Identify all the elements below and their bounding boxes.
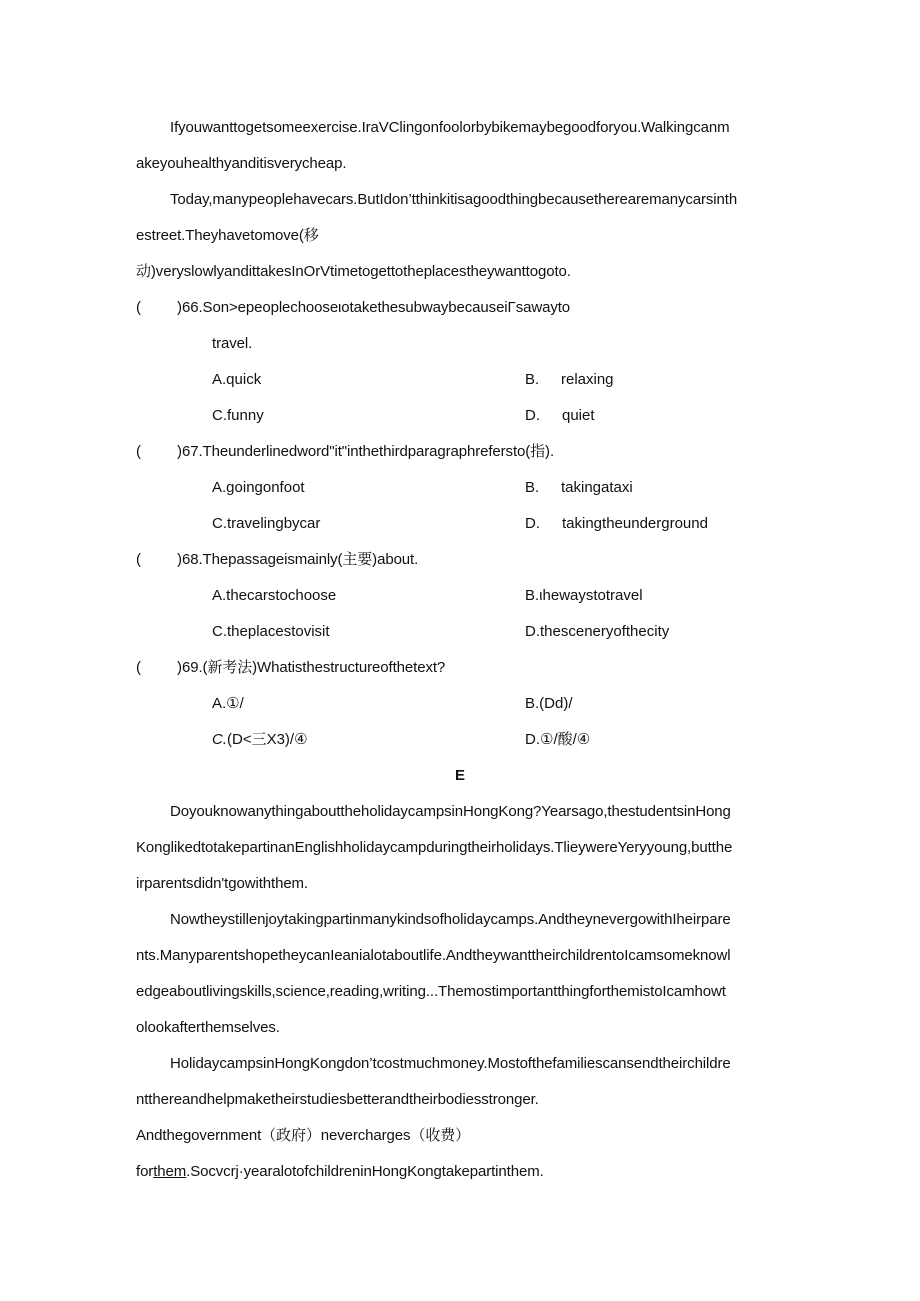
passage-d-p2-line1: Ifyouwanttogetsomeexercise.IraVClingonfoolorbybikemaybegoodforyou.Walkingcanm: [170, 119, 730, 136]
section-e-p1-line2: KonglikedtotakepartinanEnglishholidaycampduringtheirholidays.TlieywereYeryyoung,butthe: [136, 839, 733, 856]
section-e-p3-line1: HolidaycampsinHongKongdon’tcostmuchmoney.Mostofthefamiliescansendtheirchildre: [170, 1055, 731, 1072]
section-e-p1-line1: DoyouknowanythingabouttheholidaycampsinHongKong?Yearsago,thestudentsinHong: [170, 803, 731, 820]
section-e-p2-line1: Nowtheystillenjoytakingpartinmanykindsofholidaycamps.AndtheynevergowithIheirpare: [170, 911, 731, 928]
question-69-close-bracket: ): [177, 659, 182, 676]
question-67-option-c: C.travelingbycar: [212, 515, 321, 532]
question-66-option-b-label: B.: [525, 371, 540, 388]
section-e-p3-line4-end: .Socvcrj·yearalotofchildreninHongKongtakepartinthem.: [186, 1163, 544, 1180]
question-68-option-d: D.thesceneryofthecity: [525, 623, 670, 640]
passage-d-p3-line2: estreet.Theyhavetomove(移: [136, 227, 319, 244]
section-e-p2-line4: olookafterthemselves.: [136, 1019, 280, 1036]
passage-d-p3-line1: Today,manypeoplehavecars.ButIdon’tthinkitisagoodthingbecausetherearemanycarsinth: [170, 191, 738, 208]
question-69-option-b: B.(Dd)/: [525, 695, 573, 712]
question-67-open-bracket: (: [136, 443, 141, 460]
question-68-stem: 68.Thepassageismainly(主要)about.: [182, 551, 419, 568]
question-69-stem: 69.(新考法)Whatisthestructureofthetext?: [182, 659, 446, 676]
section-e-p3-line4: [136, 1162, 544, 1182]
question-66-option-d-label: D.: [525, 407, 540, 424]
question-67-option-d-label: D.: [525, 515, 540, 532]
section-e-p3-line2: ntthereandhelpmaketheirstudiesbetterandtheirbodiesstronger.: [136, 1091, 539, 1108]
question-69-option-c: [212, 730, 308, 750]
question-68-option-c: C.theplacestovisit: [212, 623, 330, 640]
question-69-option-a: A.①/: [212, 695, 244, 712]
question-68-close-bracket: ): [177, 551, 182, 568]
question-68-open-bracket: (: [136, 551, 141, 568]
question-66-close-bracket: ): [177, 299, 182, 316]
question-67-option-b-label: B.: [525, 479, 540, 496]
question-69-option-c-label: C.: [212, 731, 227, 748]
question-67-option-b: takingataxi: [561, 479, 633, 496]
question-67-close-bracket: ): [177, 443, 182, 460]
question-69-option-c-text: (D<三X3)/④: [227, 731, 308, 748]
question-67-option-a: A.goingonfoot: [212, 479, 305, 496]
question-69-open-bracket: (: [136, 659, 141, 676]
question-66-open-bracket: (: [136, 299, 141, 316]
passage-d-p2-line2: akeyouhealthyanditisverycheap.: [136, 155, 347, 172]
question-67-option-d: takingtheunderground: [562, 515, 708, 532]
question-66-option-b: relaxing: [561, 371, 614, 388]
underlined-word-them: them: [153, 1163, 187, 1180]
question-66-option-d: quiet: [562, 407, 595, 424]
section-e-heading: E: [455, 767, 465, 784]
question-67-stem: 67.Theunderlinedword"it"inthethirdparagraphrefersto(指).: [182, 443, 555, 460]
section-e-p2-line2: nts.ManyparentshopetheycanIeanialotaboutlife.AndtheywanttheirchildrentoIcamsomeknowl: [136, 947, 731, 964]
question-66-stem-cont: travel.: [212, 335, 253, 352]
question-68-option-b: B.ιhewaystotravel: [525, 587, 643, 604]
question-66-option-c: C.funny: [212, 407, 264, 424]
passage-d-p3-line3: 动)veryslowlyandittakesInOrVtimetogettotheplacestheywanttogoto.: [136, 263, 571, 280]
question-66-option-a: A.quick: [212, 371, 262, 388]
section-e-p1-line3: irparentsdidn'tgowiththem.: [136, 875, 309, 892]
section-e-p3-line4-start: for: [136, 1163, 154, 1180]
section-e-p2-line3: edgeaboutlivingskills,science,reading,writing...ThemostimportantthingforthemistoIcamhowt: [136, 983, 726, 1000]
question-66-stem: 66.Son>epeoplechooseιotakethesubwaybecauseiΓsawayto: [182, 299, 571, 316]
question-68-option-a: A.thecarstochoose: [212, 587, 337, 604]
section-e-p3-line3: Andthegovernment（政府）nevercharges（收费）: [136, 1127, 471, 1144]
question-69-option-d: D.①/酸/④: [525, 731, 591, 748]
